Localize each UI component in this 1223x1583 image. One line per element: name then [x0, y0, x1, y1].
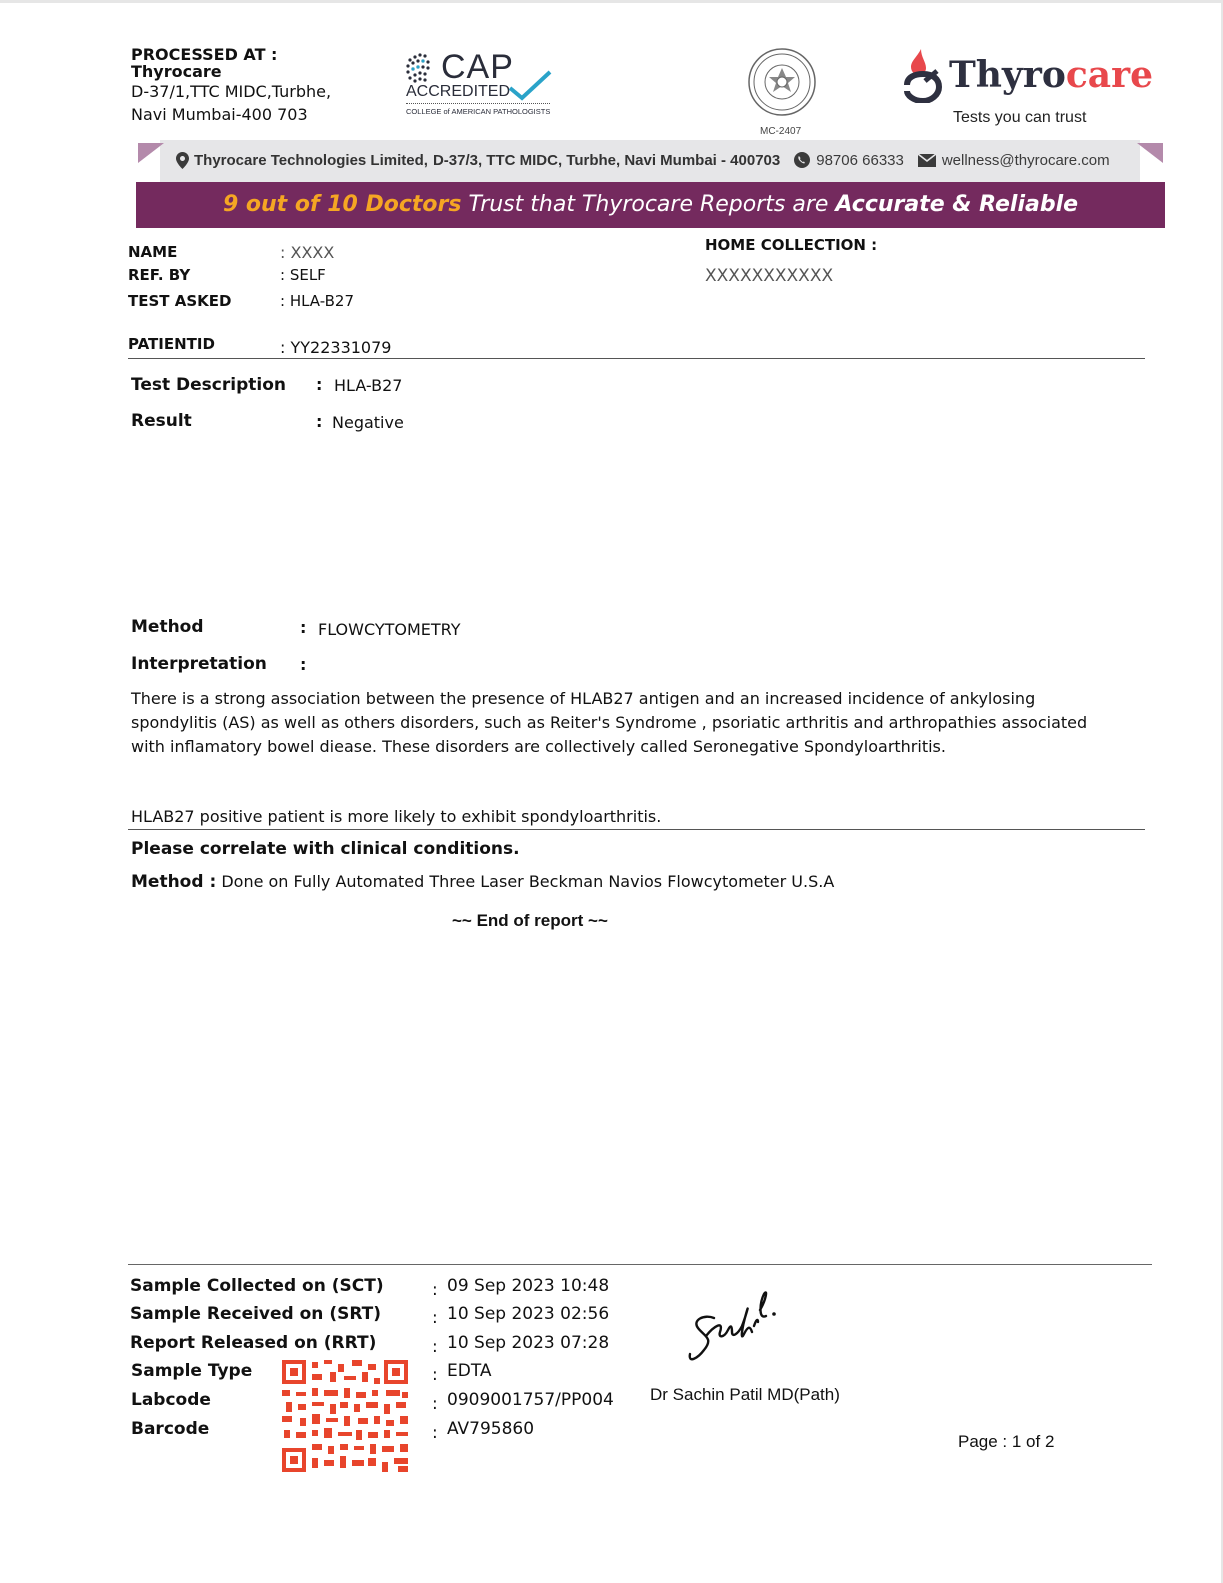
thyrocare-logo-icon — [903, 47, 943, 103]
method-detail — [131, 870, 834, 894]
name-value: : XXXX — [280, 243, 335, 262]
cap-divider — [406, 103, 550, 104]
footer-label-rrt: Report Released on (RRT) — [130, 1333, 377, 1353]
interpretation-label: Interpretation — [131, 654, 267, 674]
footer-colon-6: : — [432, 1423, 438, 1443]
end-of-report: ~~ End of report ~~ — [452, 911, 608, 930]
result-colon: : — [316, 412, 323, 431]
patient-id-label: PATIENTID — [128, 335, 215, 353]
interpretation-paragraph: There is a strong association between the presence of HLAB27 antigen and an increased incidence of ankylosing spondylitis (AS) as well as others disorders, such as Reiter's Syndrome , psoriatic arthritis and arthropathies associated with inflamatory bowel diease. These disorders are collectively called Seronegative Spondyloarthritis. — [131, 689, 1088, 756]
cap-title: CAP — [441, 48, 514, 86]
banner-email: wellness@thyrocare.com — [941, 151, 1110, 169]
footer-colon-1: : — [432, 1280, 438, 1300]
cap-college: COLLEGE of AMERICAN PATHOLOGISTS — [406, 107, 551, 116]
thyrocare-wordmark — [949, 54, 1153, 96]
footer-label-sct: Sample Collected on (SCT) — [130, 1276, 384, 1296]
footer-value-sct: 09 Sep 2023 10:48 — [447, 1276, 610, 1296]
processed-at-block — [131, 46, 331, 126]
banner-company: Thyrocare Technologies Limited, — [194, 151, 428, 169]
test-description-value: HLA-B27 — [334, 376, 403, 395]
slogan-highlight: 9 out of 10 Doctors — [222, 192, 462, 217]
patient-divider — [128, 358, 1145, 359]
interpretation-note: HLAB27 positive patient is more likely to exhibit spondyloarthritis. — [131, 807, 662, 826]
test-asked-label: TEST ASKED — [128, 292, 232, 310]
brand-name-part2: care — [1065, 54, 1153, 96]
test-description-colon: : — [316, 375, 323, 394]
method-value: FLOWCYTOMETRY — [318, 620, 461, 639]
location-pin-icon — [176, 152, 189, 169]
cap-dots-icon — [404, 52, 440, 86]
footer-label-labcode: Labcode — [131, 1390, 211, 1410]
home-collection-label: HOME COLLECTION : — [705, 236, 878, 254]
slogan-mid: Trust that Thyrocare Reports are — [461, 192, 836, 217]
brand-name-part1: Thyro — [949, 54, 1066, 96]
page-top-border — [0, 0, 1223, 3]
banner-wedge-right — [1137, 143, 1163, 163]
footer-label-srt: Sample Received on (SRT) — [130, 1304, 382, 1324]
nabl-seal-icon — [746, 44, 818, 126]
brand-tagline: Tests you can trust — [953, 109, 1087, 126]
interpretation-divider — [128, 829, 1145, 830]
processed-address-1: D-37/1,TTC MIDC,Turbhe, — [131, 82, 332, 101]
result-label: Result — [131, 411, 192, 431]
home-collection-value: XXXXXXXXXXX — [705, 266, 834, 286]
nabl-code: MC-2407 — [760, 126, 802, 137]
ref-value: : SELF — [280, 266, 326, 284]
page-number: Page : 1 of 2 — [958, 1432, 1055, 1451]
name-label: NAME — [128, 243, 178, 261]
method-label: Method — [131, 617, 204, 637]
slogan-bold: Accurate & Reliable — [835, 192, 1079, 217]
ref-label: REF. BY — [128, 266, 191, 284]
interpretation-colon: : — [300, 655, 307, 674]
contact-line — [176, 151, 1110, 169]
doctor-signature-icon — [684, 1280, 780, 1372]
footer-colon-3: : — [432, 1337, 438, 1357]
banner-wedge-left — [138, 143, 164, 163]
footer-colon-5: : — [432, 1394, 438, 1414]
footer-label-sample-type: Sample Type — [131, 1361, 253, 1381]
doctor-name: Dr Sachin Patil MD(Path) — [650, 1385, 840, 1404]
cap-accredited: ACCREDITED — [406, 83, 511, 100]
processed-address-2: Navi Mumbai-400 703 — [131, 105, 308, 124]
test-description-label: Test Description — [131, 375, 286, 395]
qr-code-icon — [282, 1360, 408, 1472]
footer-value-srt: 10 Sep 2023 02:56 — [447, 1304, 610, 1324]
cap-checkmark-icon — [508, 70, 552, 102]
footer-label-barcode: Barcode — [131, 1419, 210, 1439]
footer-value-labcode: 0909001757/PP004 — [447, 1390, 614, 1410]
method-detail-label: Method : — [131, 872, 217, 892]
result-value: Negative — [332, 413, 404, 432]
banner-phone: 98706 66333 — [816, 151, 904, 169]
footer-colon-4: : — [432, 1365, 438, 1385]
slogan — [136, 182, 1165, 228]
footer-divider — [128, 1264, 1152, 1265]
banner-address: D-37/3, TTC MIDC, Turbhe, Navi Mumbai - 400703 — [432, 151, 781, 169]
method-colon: : — [300, 618, 307, 637]
test-asked-value: : HLA-B27 — [280, 292, 354, 310]
processed-lab-name: Thyrocare — [131, 62, 222, 81]
processed-label: PROCESSED AT : — [131, 45, 278, 64]
patient-id-value: : YY22331079 — [280, 338, 392, 357]
email-icon — [917, 153, 937, 168]
footer-value-sample-type: EDTA — [447, 1361, 492, 1381]
footer-value-barcode: AV795860 — [447, 1419, 535, 1439]
correlate-note: Please correlate with clinical conditions. — [131, 839, 520, 859]
footer-colon-2: : — [432, 1308, 438, 1328]
footer-value-rrt: 10 Sep 2023 07:28 — [447, 1333, 610, 1353]
whatsapp-icon — [793, 151, 811, 169]
method-detail-value: Done on Fully Automated Three Laser Beckman Navios Flowcytometer U.S.A — [216, 872, 835, 891]
